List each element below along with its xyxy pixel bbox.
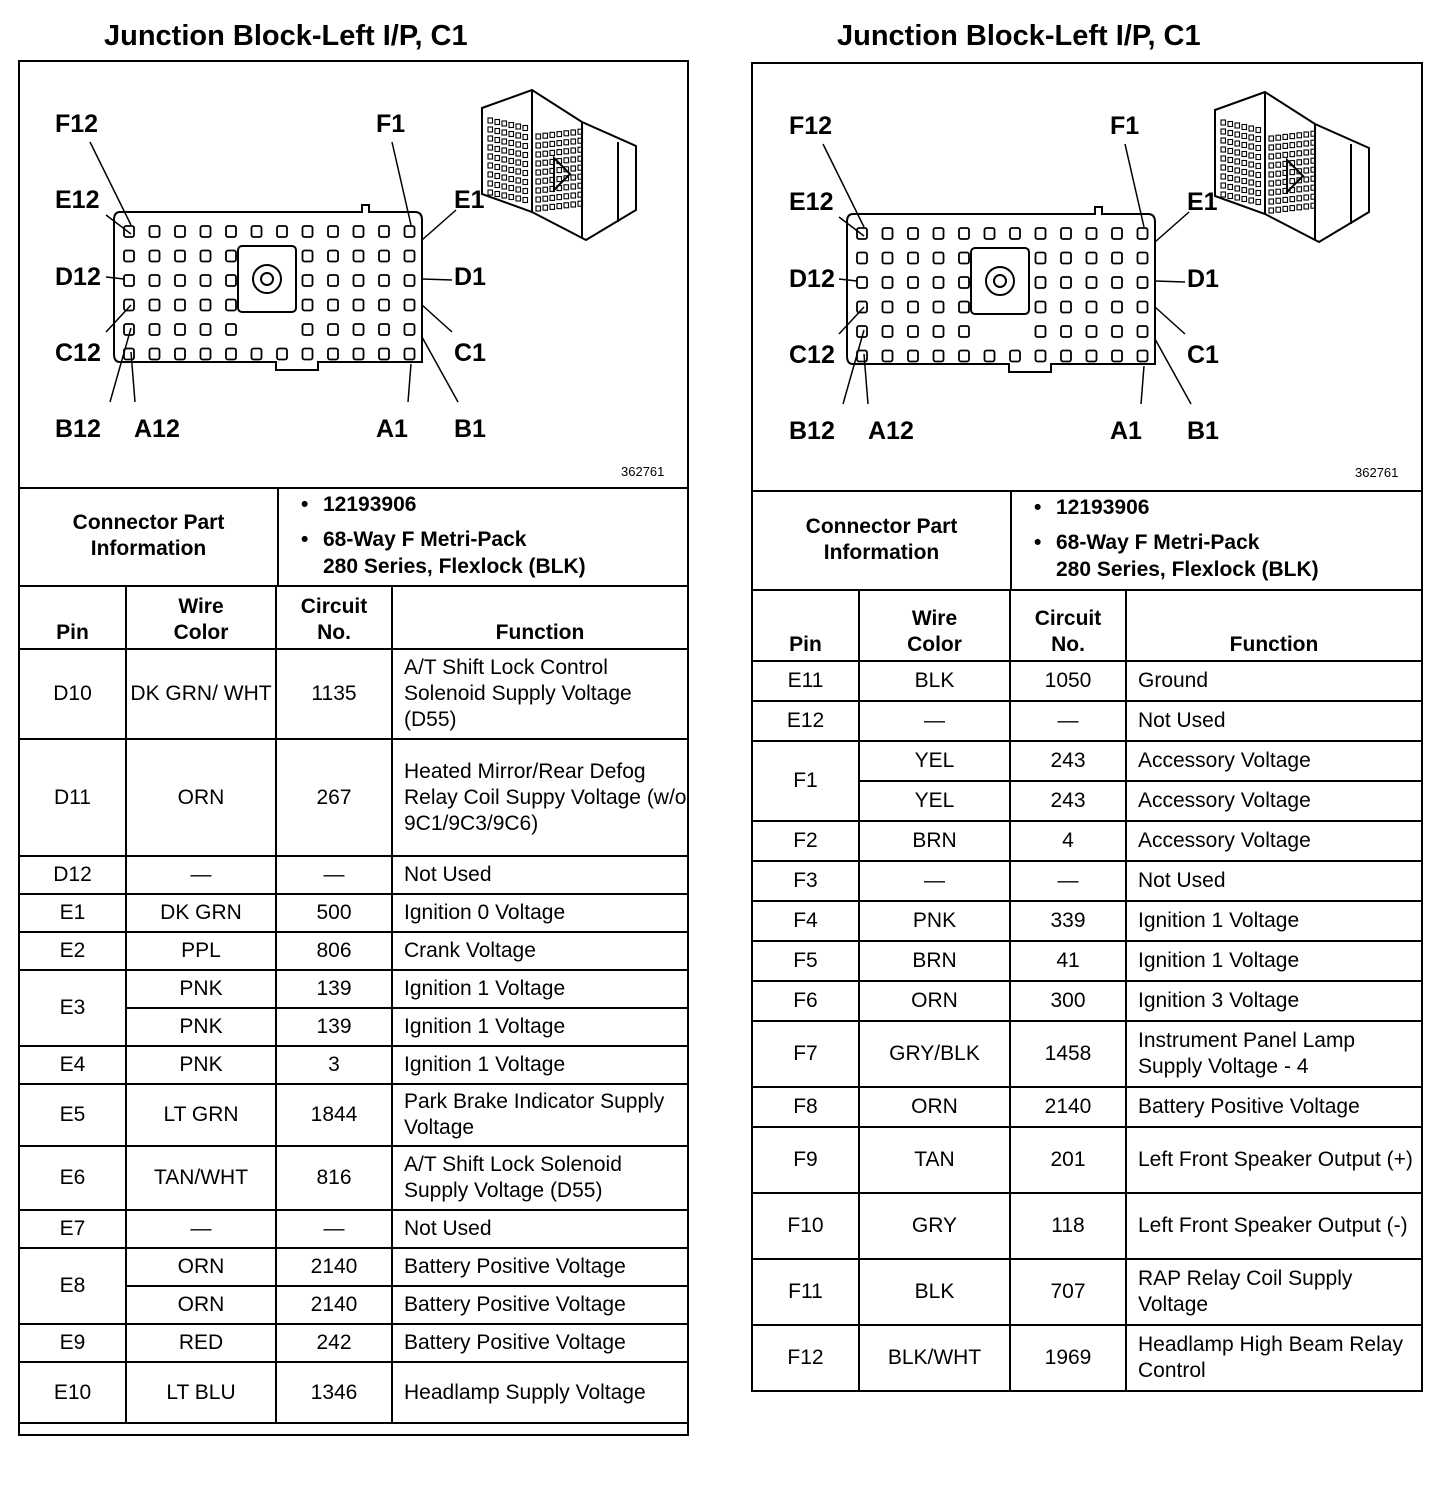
header-function: Function	[392, 587, 687, 649]
pin-cell: E4	[20, 1046, 126, 1084]
circuit-cell: 139	[276, 1008, 392, 1046]
pin-label-a1: A1	[376, 415, 408, 443]
pin-label-a12: A12	[868, 417, 914, 445]
function-cell: Not Used	[392, 856, 687, 894]
table-row	[20, 894, 687, 932]
table-row	[753, 1325, 1421, 1391]
pin-table	[20, 587, 687, 1424]
table-row	[20, 739, 687, 856]
function-cell: Headlamp High Beam Relay Control	[1126, 1325, 1421, 1391]
wire-color-cell: ORN	[126, 1248, 276, 1286]
pin-label-e12: E12	[789, 188, 834, 216]
table-row	[20, 1146, 687, 1210]
pin-cell: F7	[753, 1021, 859, 1087]
table-row	[753, 701, 1421, 741]
function-cell: Ignition 0 Voltage	[392, 894, 687, 932]
circuit-cell: 1969	[1010, 1325, 1126, 1391]
wire-color-cell: TAN/WHT	[126, 1146, 276, 1210]
circuit-cell: 339	[1010, 901, 1126, 941]
pin-cell: E10	[20, 1362, 126, 1423]
table-row	[753, 861, 1421, 901]
circuit-cell: 2140	[1010, 1087, 1126, 1127]
wire-color-cell: —	[859, 701, 1010, 741]
circuit-cell: 1844	[276, 1084, 392, 1146]
function-cell: Crank Voltage	[392, 932, 687, 970]
function-cell: Not Used	[1126, 701, 1421, 741]
wire-color-cell: —	[126, 1210, 276, 1248]
pin-label-f1: F1	[376, 110, 406, 138]
pin-cell: F10	[753, 1193, 859, 1259]
wire-color-cell: —	[859, 861, 1010, 901]
pin-cell: E7	[20, 1210, 126, 1248]
wire-color-cell: PPL	[126, 932, 276, 970]
connector-part-info-values	[1012, 490, 1421, 589]
function-cell: Accessory Voltage	[1126, 821, 1421, 861]
table-row	[753, 941, 1421, 981]
pin-cell: F5	[753, 941, 859, 981]
table-row	[20, 1210, 687, 1248]
table-row	[753, 1193, 1421, 1259]
table-row	[753, 1259, 1421, 1325]
pin-cell: D10	[20, 649, 126, 739]
function-cell: Left Front Speaker Output (+)	[1126, 1127, 1421, 1193]
wire-color-cell: DK GRN/ WHT	[126, 649, 276, 739]
function-cell: Ignition 1 Voltage	[392, 1046, 687, 1084]
table-row	[20, 1248, 687, 1286]
part-description-line1: • 68-Way F Metri-Pack	[1056, 529, 1421, 556]
circuit-cell: 806	[276, 932, 392, 970]
wire-color-cell: LT BLU	[126, 1362, 276, 1423]
circuit-cell: 201	[1010, 1127, 1126, 1193]
right-panel	[751, 0, 1423, 1400]
table-row	[753, 901, 1421, 941]
function-cell: Ignition 1 Voltage	[392, 970, 687, 1008]
circuit-cell: 242	[276, 1324, 392, 1362]
function-cell: Left Front Speaker Output (-)	[1126, 1193, 1421, 1259]
pin-cell: E9	[20, 1324, 126, 1362]
function-cell: Battery Positive Voltage	[1126, 1087, 1421, 1127]
pin-cell: F4	[753, 901, 859, 941]
circuit-cell: 500	[276, 894, 392, 932]
wire-color-cell: GRY/BLK	[859, 1021, 1010, 1087]
pin-label-f1: F1	[1110, 112, 1140, 140]
pin-label-c1: C1	[1187, 341, 1219, 369]
pin-cell: F8	[753, 1087, 859, 1127]
header-wire-color: Wire Color	[859, 591, 1010, 661]
table-row	[20, 856, 687, 894]
pin-label-e1: E1	[454, 186, 485, 214]
connector-part-info-label: Connector Part Information	[20, 487, 279, 585]
pin-label-b1: B1	[1187, 417, 1219, 445]
connector-part-info	[753, 490, 1421, 591]
part-description-line2: 280 Series, Flexlock (BLK)	[323, 555, 586, 578]
header-circuit-no: Circuit No.	[1010, 591, 1126, 661]
wire-color-cell: PNK	[126, 1008, 276, 1046]
wire-color-cell: GRY	[859, 1193, 1010, 1259]
function-cell: Ignition 1 Voltage	[1126, 941, 1421, 981]
table-row	[20, 932, 687, 970]
function-cell: A/T Shift Lock Solenoid Supply Voltage (D55)	[392, 1146, 687, 1210]
figure-number: 362761	[621, 464, 665, 479]
table-row	[20, 970, 687, 1008]
circuit-cell: 243	[1010, 781, 1126, 821]
circuit-cell: 1135	[276, 649, 392, 739]
circuit-cell: 2140	[276, 1286, 392, 1324]
pin-label-f12: F12	[55, 110, 99, 138]
connector-face-drawing	[753, 64, 1421, 490]
function-cell: Not Used	[1126, 861, 1421, 901]
connector-part-info-values	[279, 487, 687, 585]
circuit-cell: —	[276, 1210, 392, 1248]
panel-title: Junction Block-Left I/P, C1	[104, 20, 468, 52]
function-cell: Battery Positive Voltage	[392, 1248, 687, 1286]
pin-cell: F12	[753, 1325, 859, 1391]
connector-face-drawing	[20, 62, 687, 487]
circuit-cell: 1050	[1010, 661, 1126, 701]
pin-cell: D12	[20, 856, 126, 894]
wire-color-cell: PNK	[126, 1046, 276, 1084]
function-cell: Ignition 1 Voltage	[1126, 901, 1421, 941]
pin-label-b1: B1	[454, 415, 486, 443]
pin-label-d12: D12	[789, 265, 835, 293]
function-cell: Not Used	[392, 1210, 687, 1248]
pin-cell: E8	[20, 1248, 126, 1324]
left-panel	[18, 0, 689, 1440]
function-cell: A/T Shift Lock Control Solenoid Supply Voltage (D55)	[392, 649, 687, 739]
circuit-cell: —	[1010, 861, 1126, 901]
table-row	[753, 1021, 1421, 1087]
pin-cell: E2	[20, 932, 126, 970]
table-row	[753, 981, 1421, 1021]
circuit-cell: 243	[1010, 741, 1126, 781]
connector-box	[18, 60, 689, 1436]
function-cell: RAP Relay Coil Supply Voltage	[1126, 1259, 1421, 1325]
connector-box	[751, 62, 1423, 1392]
pin-cell: D11	[20, 739, 126, 856]
pin-cell: F6	[753, 981, 859, 1021]
part-description-line2: 280 Series, Flexlock (BLK)	[1056, 558, 1319, 581]
header-wire-color: Wire Color	[126, 587, 276, 649]
pin-cell: F3	[753, 861, 859, 901]
part-number: • 12193906	[323, 491, 687, 518]
pin-cell: F2	[753, 821, 859, 861]
pin-label-c1: C1	[454, 339, 486, 367]
pin-label-f12: F12	[789, 112, 833, 140]
wire-color-cell: —	[126, 856, 276, 894]
table-row	[20, 1362, 687, 1423]
wire-color-cell: PNK	[859, 901, 1010, 941]
circuit-cell: 4	[1010, 821, 1126, 861]
table-row	[20, 1046, 687, 1084]
pin-cell: E12	[753, 701, 859, 741]
circuit-cell: 2140	[276, 1248, 392, 1286]
table-row	[753, 821, 1421, 861]
pin-label-b12: B12	[789, 417, 835, 445]
connector-diagram	[20, 62, 687, 489]
function-cell: Accessory Voltage	[1126, 781, 1421, 821]
wire-color-cell: ORN	[126, 1286, 276, 1324]
circuit-cell: 118	[1010, 1193, 1126, 1259]
function-cell: Headlamp Supply Voltage	[392, 1362, 687, 1423]
pin-cell: F11	[753, 1259, 859, 1325]
pin-label-a1: A1	[1110, 417, 1142, 445]
header-pin: Pin	[753, 591, 859, 661]
connector-part-info-label: Connector Part Information	[753, 490, 1012, 589]
connector-diagram	[753, 64, 1421, 492]
wire-color-cell: ORN	[126, 739, 276, 856]
table-row	[753, 1127, 1421, 1193]
circuit-cell: 139	[276, 970, 392, 1008]
pin-cell: E5	[20, 1084, 126, 1146]
table-row	[20, 1084, 687, 1146]
connector-part-info	[20, 487, 687, 587]
pin-table	[753, 591, 1421, 1392]
circuit-cell: —	[1010, 701, 1126, 741]
wire-color-cell: YEL	[859, 781, 1010, 821]
circuit-cell: 267	[276, 739, 392, 856]
circuit-cell: 816	[276, 1146, 392, 1210]
function-cell: Park Brake Indicator Supply Voltage	[392, 1084, 687, 1146]
circuit-cell: 300	[1010, 981, 1126, 1021]
pin-label-d1: D1	[454, 263, 486, 291]
pin-cell: F9	[753, 1127, 859, 1193]
wire-color-cell: YEL	[859, 741, 1010, 781]
pin-label-d1: D1	[1187, 265, 1219, 293]
wire-color-cell: BLK	[859, 661, 1010, 701]
wire-color-cell: PNK	[126, 970, 276, 1008]
pin-label-c12: C12	[55, 339, 101, 367]
wire-color-cell: ORN	[859, 981, 1010, 1021]
wire-color-cell: RED	[126, 1324, 276, 1362]
header-circuit-no: Circuit No.	[276, 587, 392, 649]
pin-label-a12: A12	[134, 415, 180, 443]
wire-color-cell: ORN	[859, 1087, 1010, 1127]
function-cell: Heated Mirror/Rear Defog Relay Coil Suppy Voltage (w/o 9C1/9C3/9C6)	[392, 739, 687, 856]
pin-cell: F1	[753, 741, 859, 821]
function-cell: Accessory Voltage	[1126, 741, 1421, 781]
circuit-cell: 1458	[1010, 1021, 1126, 1087]
function-cell: Instrument Panel Lamp Supply Voltage - 4	[1126, 1021, 1421, 1087]
wire-color-cell: DK GRN	[126, 894, 276, 932]
wire-color-cell: TAN	[859, 1127, 1010, 1193]
figure-number: 362761	[1355, 465, 1399, 480]
table-row	[20, 649, 687, 739]
wire-color-cell: BLK/WHT	[859, 1325, 1010, 1391]
function-cell: Ignition 1 Voltage	[392, 1008, 687, 1046]
circuit-cell: 41	[1010, 941, 1126, 981]
part-description-line1: • 68-Way F Metri-Pack	[323, 526, 687, 553]
circuit-cell: 3	[276, 1046, 392, 1084]
pin-label-b12: B12	[55, 415, 101, 443]
circuit-cell: —	[276, 856, 392, 894]
circuit-cell: 1346	[276, 1362, 392, 1423]
function-cell: Battery Positive Voltage	[392, 1286, 687, 1324]
table-row	[753, 741, 1421, 781]
table-row	[20, 1324, 687, 1362]
panel-title: Junction Block-Left I/P, C1	[837, 20, 1201, 52]
part-number: • 12193906	[1056, 494, 1421, 521]
pin-cell: E6	[20, 1146, 126, 1210]
pin-label-d12: D12	[55, 263, 101, 291]
wire-color-cell: LT GRN	[126, 1084, 276, 1146]
pin-label-c12: C12	[789, 341, 835, 369]
function-cell: Ground	[1126, 661, 1421, 701]
pin-label-e1: E1	[1187, 188, 1218, 216]
function-cell: Battery Positive Voltage	[392, 1324, 687, 1362]
pin-label-e12: E12	[55, 186, 100, 214]
header-function: Function	[1126, 591, 1421, 661]
wire-color-cell: BRN	[859, 821, 1010, 861]
wire-color-cell: BRN	[859, 941, 1010, 981]
header-pin: Pin	[20, 587, 126, 649]
wire-color-cell: BLK	[859, 1259, 1010, 1325]
pin-cell: E11	[753, 661, 859, 701]
circuit-cell: 707	[1010, 1259, 1126, 1325]
pin-cell: E3	[20, 970, 126, 1046]
table-row	[753, 1087, 1421, 1127]
function-cell: Ignition 3 Voltage	[1126, 981, 1421, 1021]
table-row	[753, 661, 1421, 701]
pin-cell: E1	[20, 894, 126, 932]
